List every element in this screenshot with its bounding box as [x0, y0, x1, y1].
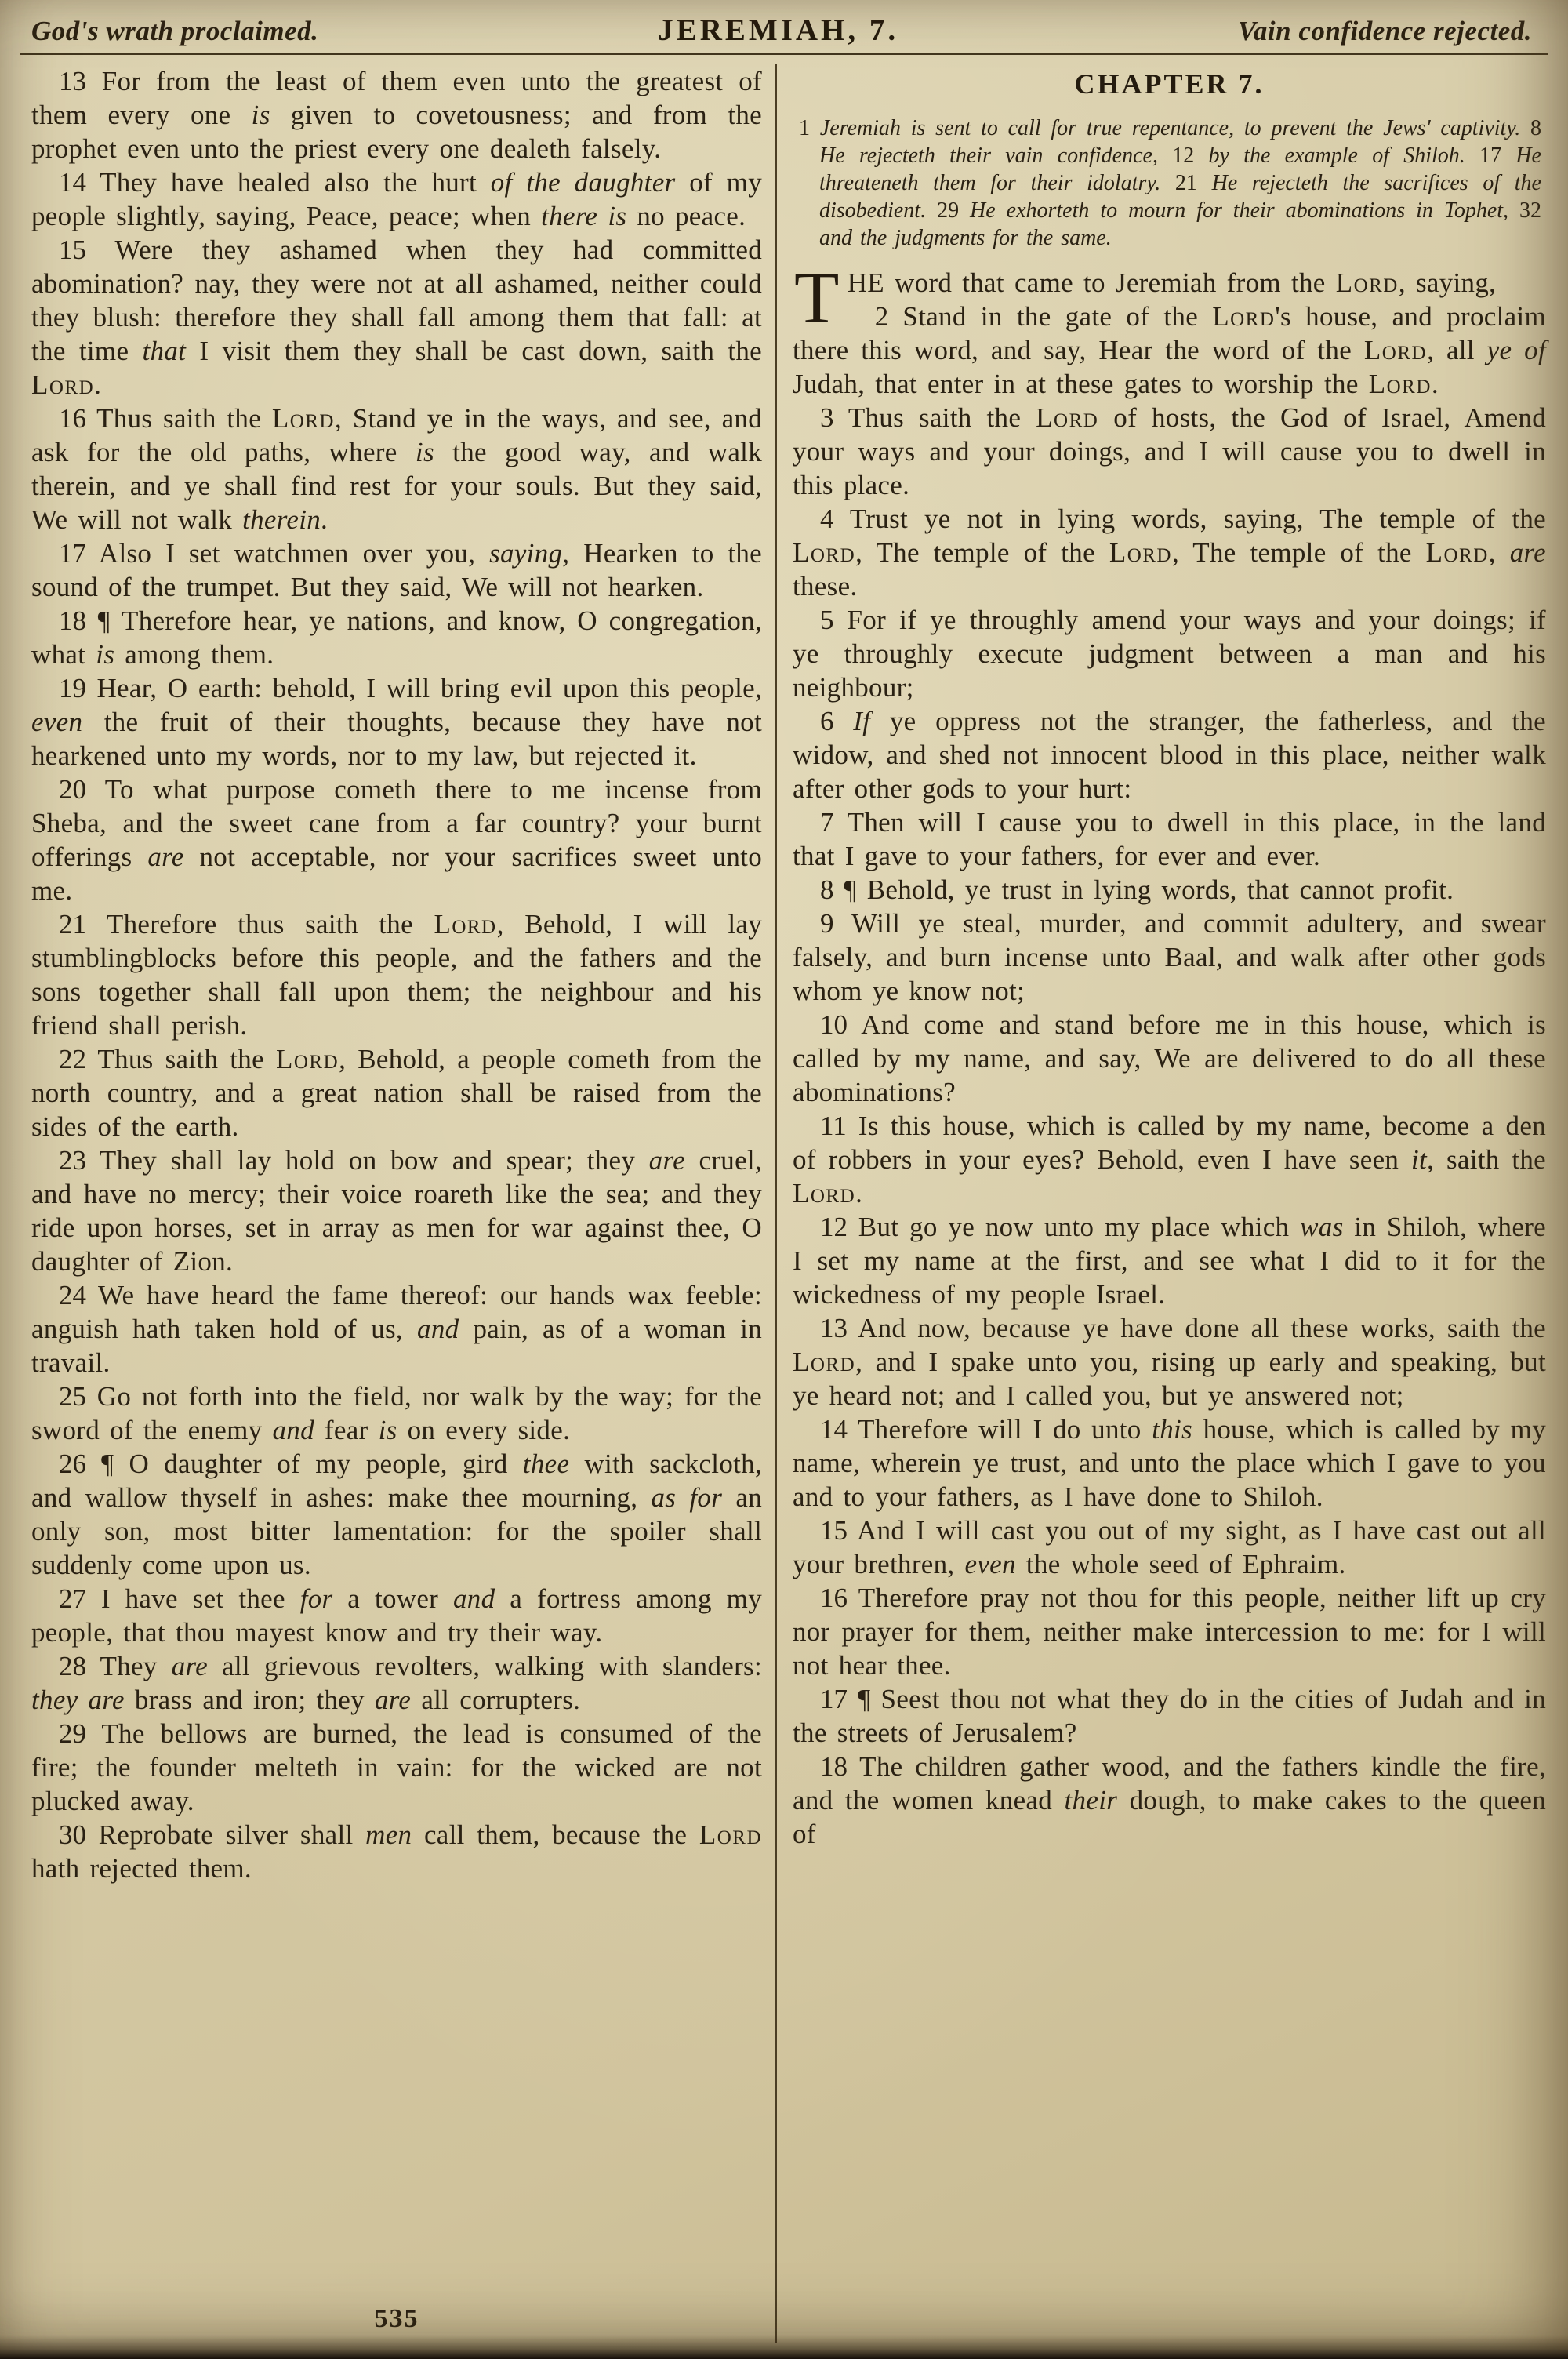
page-bottom-edge — [0, 2335, 1568, 2359]
verse: 24 We have heard the fame thereof: our hands wax feeble: anguish hath taken hold of us, and pain, as of a woman in travail. — [31, 1280, 762, 1378]
page-title: JEREMIAH, 7. — [658, 13, 899, 47]
verse-number: 15 — [820, 1515, 848, 1546]
running-head-left: God's wrath proclaimed. — [31, 16, 319, 46]
verse-number: 11 — [820, 1110, 847, 1141]
verse-number: 27 — [59, 1583, 86, 1614]
verse: 20 To what purpose cometh there to me incense from Sheba, and the sweet cane from a far country? your burnt offerings are not acceptable, nor your sacrifices sweet unto me. — [31, 774, 762, 906]
verse: 15 And I will cast you out of my sight, as I have cast out all your brethren, even the whole seed of Ephraim. — [793, 1515, 1546, 1579]
verse: 16 Thus saith the Lord, Stand ye in the ways, and see, and ask for the old paths, where is the good way, and walk therein, and ye shall find rest for your souls. But they said, We will not walk therein. — [31, 403, 763, 535]
verse-number: 5 — [820, 605, 834, 635]
verse: 2 Stand in the gate of the Lord's house, and proclaim there this word, and say, Hear the word of the Lord, all ye of Judah, that enter in at these gates to worship the Lord. — [793, 301, 1546, 399]
verse: 27 I have set thee for a tower and a fortress among my people, that thou mayest know and try their way. — [31, 1583, 762, 1648]
verse-number: 7 — [820, 807, 834, 838]
verse — [793, 257, 1546, 339]
verse: 12 But go ye now unto my place which was in Shiloh, where I set my name at the first, and see what I did to it for the wickedness of my people Israel. — [793, 1212, 1546, 1310]
verse-number: 17 — [820, 1684, 848, 1714]
verse: 18 ¶ Therefore hear, ye nations, and know, O congregation, what is among them. — [31, 605, 762, 670]
verse-number: 22 — [59, 1044, 86, 1074]
verse: 9 Will ye steal, murder, and commit adultery, and swear falsely, and burn incense unto Baal, and walk after other gods whom ye know not; — [793, 908, 1546, 1006]
verse-number: 17 — [59, 538, 86, 569]
verse: 23 They shall lay hold on bow and spear; they are cruel, and have no mercy; their voice roareth like the sea; and they ride upon horses, set in array as men for war against thee, O daughter of Zion. — [31, 1145, 762, 1277]
verse: 19 Hear, O earth: behold, I will bring evil upon this people, even the fruit of their thoughts, because they have not hearkened unto my words, nor to my law, but rejected it. — [31, 673, 762, 771]
verse-number: 26 — [59, 1448, 86, 1479]
verse: 10 And come and stand before me in this house, which is called by my name, and say, We are delivered to do all these abominations? — [793, 1009, 1546, 1107]
verse: 28 They are all grievous revolters, walking with slanders: they are brass and iron; they are all corrupters. — [31, 1651, 762, 1715]
verse-number: 21 — [59, 909, 86, 940]
verse-number: 18 — [59, 605, 86, 636]
verse: 17 ¶ Seest thou not what they do in the cities of Judah and in the streets of Jerusalem? — [793, 1684, 1546, 1748]
verse-number: 10 — [820, 1009, 848, 1040]
verse-number: 14 — [820, 1414, 848, 1445]
verse: 14 Therefore will I do unto this house, which is called by my name, wherein ye trust, and unto the place which I gave to you and to your fathers, as I have done to Shiloh. — [793, 1414, 1546, 1512]
verse-number: 16 — [59, 403, 86, 434]
right-column-verses — [793, 300, 1546, 1851]
verse-number: 29 — [59, 1718, 86, 1749]
verse-number: 15 — [59, 234, 86, 265]
verse-number: 13 — [59, 66, 86, 96]
verse-number: 12 — [820, 1212, 848, 1242]
left-column — [31, 64, 762, 2343]
running-head-right: Vain confidence rejected. — [1237, 16, 1532, 46]
verse: 17 Also I set watchmen over you, saying, Hearken to the sound of the trumpet. But they said, We will not hearken. — [31, 538, 762, 602]
verse: 8 ¶ Behold, ye trust in lying words, that cannot profit. — [820, 874, 1454, 905]
verse: 14 They have healed also the hurt of the daughter of my people slightly, saying, Peace, peace; when there is no peace. — [31, 167, 762, 231]
verse: 21 Therefore thus saith the Lord, Behold, I will lay stumblingblocks before this people, and the fathers and the sons together shall fall upon them; the neighbour and his friend shall perish. — [31, 909, 762, 1041]
verse: 4 Trust ye not in lying words, saying, The temple of the Lord, The temple of the Lord, The temple of the Lord, are these. — [793, 503, 1547, 602]
verse-number: 8 — [820, 874, 834, 905]
verse: 16 Therefore pray not thou for this people, neither lift up cry nor prayer for them, neither make intercession to me: for I will not hear thee. — [793, 1583, 1546, 1681]
verse-number: 24 — [59, 1280, 86, 1310]
verse: 6 If ye oppress not the stranger, the fatherless, and the widow, and shed not innocent blood in this place, neither walk after other gods to your hurt: — [793, 706, 1546, 804]
verse-number: 28 — [59, 1651, 86, 1681]
verse: 22 Thus saith the Lord, Behold, a people cometh from the north country, and a great nation shall be raised from the sides of the earth. — [31, 1044, 762, 1142]
drop-cap: T — [794, 257, 840, 339]
verse: 30 Reprobate silver shall men call them, because the Lord hath rejected them. — [31, 1819, 763, 1884]
verse: 5 For if ye throughly amend your ways and your doings; if ye throughly execute judgment between a man and his neighbour; — [793, 605, 1546, 703]
verse-number: 14 — [59, 167, 86, 198]
verse-number: 16 — [820, 1583, 848, 1613]
chapter-heading: CHAPTER 7. — [1074, 68, 1265, 100]
verse-number: 2 — [874, 301, 889, 332]
running-header — [0, 0, 1568, 51]
page-number: 535 — [374, 2304, 419, 2333]
verse-number: 13 — [820, 1313, 848, 1343]
right-column — [793, 64, 1546, 2343]
verse: 13 And now, because ye have done all these works, saith the Lord, and I spake unto you, rising up early and speaking, but ye heard not; and I called you, but ye answered not; — [793, 1313, 1546, 1411]
verse-number: 9 — [820, 908, 834, 939]
verse-number: 20 — [59, 774, 86, 805]
verse: 26 ¶ O daughter of my people, gird thee with sackcloth, and wallow thyself in ashes: make thee mourning, as for an only son, most bitter lamentation: for the spoiler shall suddenly come upon us. — [31, 1448, 762, 1580]
verse-number: 4 — [820, 503, 834, 534]
verse: 29 The bellows are burned, the lead is consumed of the fire; the founder melteth in vain: for the wicked are not plucked away. — [31, 1718, 762, 1816]
text-columns — [0, 55, 1568, 2343]
verse: 7 Then will I cause you to dwell in this place, in the land that I gave to your fathers, for ever and ever. — [793, 807, 1546, 871]
verse-number: 3 — [820, 402, 834, 433]
verse: 15 Were they ashamed when they had committed abomination? nay, they were not at all ashamed, neither could they blush: therefore they shall fall among them that fall: at the time that I visit them they shall be cast down, saith the Lord. — [31, 234, 763, 400]
verse: 11 Is this house, which is called by my name, become a den of robbers in your eyes? Behold, even I have seen it, saith the Lord. — [793, 1110, 1546, 1209]
verse: 18 The children gather wood, and the fathers kindle the fire, and the women knead their dough, to make cakes to the queen of — [793, 1751, 1546, 1849]
verse-number: 30 — [59, 1819, 86, 1850]
verse-number: 19 — [59, 673, 86, 703]
verse-text: HE word that came to Jeremiah from the Lord, saying, — [847, 267, 1497, 298]
chapter-summary: 1 Jeremiah is sent to call for true repentance, to prevent the Jews' captivity. 8 He rejecteth their vain confidence, 12 by the example of Shiloh. 17 He threateneth them for their idolatry. 21 He rejecteth the sacrifices of the disobedient. 29 He exhorteth to mourn for their abominations in Tophet, 32 and the judgments for the same. — [799, 116, 1541, 250]
verse: 25 Go not forth into the field, nor walk by the way; for the sword of the enemy and fear is on every side. — [31, 1381, 762, 1445]
verse: 13 For from the least of them even unto the greatest of them every one is given to covetousness; and from the prophet even unto the priest every one dealeth falsely. — [31, 66, 762, 164]
verse-number: 18 — [820, 1751, 848, 1782]
verse-number: 6 — [820, 706, 834, 736]
verse-number: 23 — [59, 1145, 86, 1176]
verse: 3 Thus saith the Lord of hosts, the God of Israel, Amend your ways and your doings, and I will cause you to dwell in this place. — [793, 402, 1547, 500]
verse-number: 25 — [59, 1381, 86, 1412]
column-divider — [775, 64, 777, 2343]
